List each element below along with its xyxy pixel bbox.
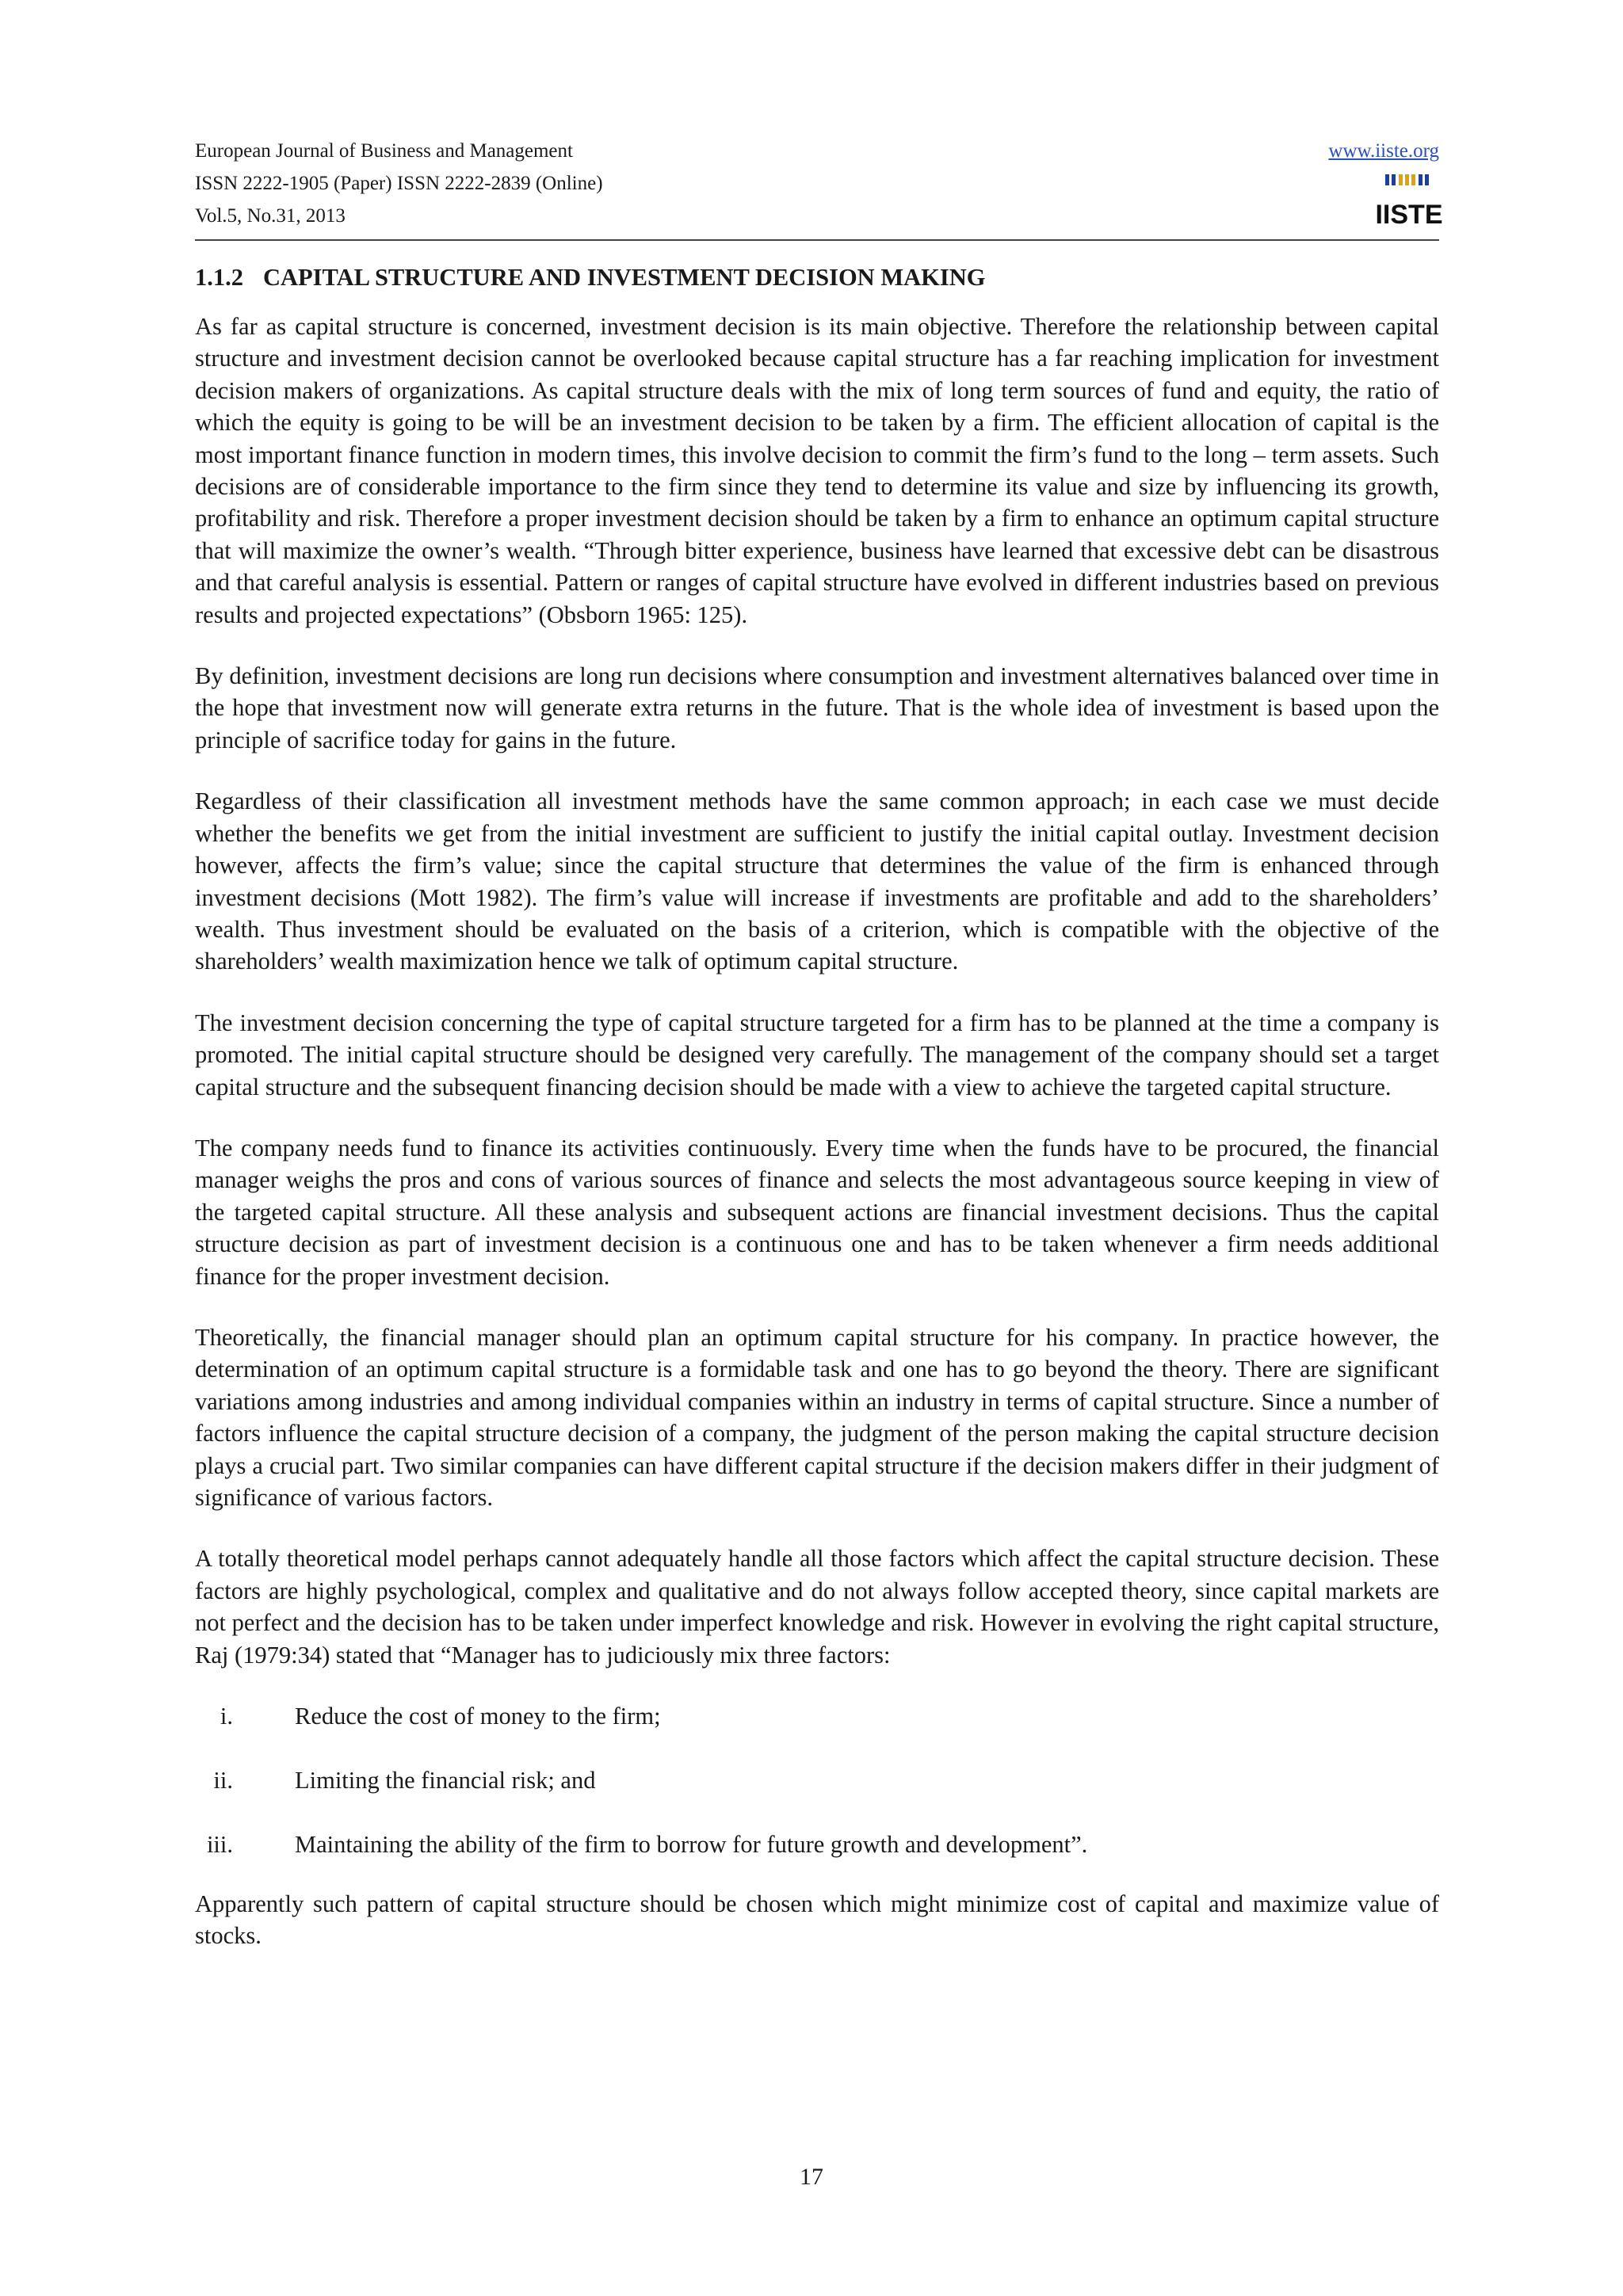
list-item-number: iii. — [206, 1831, 233, 1859]
logo-text: IISTE — [1375, 200, 1443, 230]
header-divider — [195, 239, 1439, 241]
list-item — [195, 1764, 1439, 1796]
page-header — [195, 135, 1443, 244]
journal-issn: ISSN 2222-1905 (Paper) ISSN 2222-2839 (Online) — [195, 173, 603, 194]
paragraph: The investment decision concerning the type of capital structure targeted for a firm has to be planned at the time a company is promoted. The initial capital structure should be designed very carefully. The management of the company should set a target capital structure and the subsequent financing decision should be made with a view to achieve the targeted capital structure. — [195, 1009, 1439, 1100]
section-heading — [195, 261, 1439, 293]
list-item-number: ii. — [213, 1767, 233, 1794]
list-item — [195, 1700, 1439, 1732]
journal-info — [195, 135, 603, 232]
list-item-text: Limiting the financial risk; and — [295, 1767, 596, 1794]
closing-paragraph: Apparently such pattern of capital structure should be chosen which might minimize cost of capital and maximize value of stocks. — [195, 1890, 1439, 1950]
factors-list — [195, 1700, 1439, 1860]
article-body — [195, 261, 1439, 1981]
journal-volume: Vol.5, No.31, 2013 — [195, 205, 346, 227]
section-number: 1.1.2 — [195, 264, 243, 291]
paragraph: By definition, investment decisions are long run decisions where consumption and investment alternatives balanced over time in the hope that investment now will generate extra returns in the future. That is the whole idea of investment is based upon the principle of sacrifice today for gains in the future. — [195, 662, 1439, 753]
page-number: 17 — [800, 2164, 823, 2190]
paragraph: A totally theoretical model perhaps cannot adequately handle all those factors which affect the capital structure decision. These factors are highly psychological, complex and qualitative and do not always follow accepted theory, since capital markets are not perfect and the decision has to be taken under imperfect knowledge and risk. However in evolving the right capital structure, Raj (1979:34) stated that “Manager has to judiciously mix three factors: — [195, 1545, 1439, 1669]
iiste-logo — [1375, 171, 1443, 230]
journal-name: European Journal of Business and Management — [195, 140, 573, 162]
list-item-text: Maintaining the ability of the firm to borrow for future growth and development”. — [295, 1831, 1088, 1859]
paragraph: As far as capital structure is concerned, investment decision is its main objective. Therefore the relationship between capital structure and investment decision cannot be overlooked because capital structure has a far reaching implication for investment decision makers of organizations. As capital structure deals with the mix of long term sources of fund and equity, the ratio of which the equity is going to be will be an investment decision to be taken by a firm. The efficient allocation of capital is the most important finance function in modern times, this involve decision to commit the firm’s fund to the long – term assets. Such decisions are of considerable importance to the firm since they tend to determine its value and size by influencing its growth, profitability and risk. Therefore a proper investment decision should be taken by a firm to enhance an optimum capital structure that will maximize the owner’s wealth. “Through bitter experience, business have learned that excessive debt can be disastrous and that careful analysis is essential. Pattern or ranges of capital structure have evolved in different industries based on previous results and projected expectations” (Obsborn 1965: 125). — [195, 313, 1439, 628]
list-item-text: Reduce the cost of money to the firm; — [295, 1703, 661, 1730]
journal-website-link[interactable]: www.iiste.org — [1328, 140, 1439, 162]
paragraph: Theoretically, the financial manager should plan an optimum capital structure for his company. In practice however, the determination of an optimum capital structure is a formidable task and one has to go beyond the theory. There are significant variations among industries and among individual companies within an industry in terms of capital structure. Since a number of factors influence the capital structure decision of a company, the judgment of the person making the capital structure decision plays a crucial part. Two similar companies can have different capital structure if the decision makers differ in their judgment of significance of various factors. — [195, 1323, 1439, 1511]
list-item-number: i. — [220, 1703, 233, 1730]
section-title: CAPITAL STRUCTURE AND INVESTMENT DECISION MAKING — [263, 264, 986, 291]
paragraph: Regardless of their classification all investment methods have the same common approach; in each case we must decide whether the benefits we get from the initial investment are sufficient to justify the initial capital outlay. Investment decision however, affects the firm’s value; since the capital structure that determines the value of the firm is enhanced through investment decisions (Mott 1982). The firm’s value will increase if investments are profitable and add to the shareholders’ wealth. Thus investment should be evaluated on the basis of a criterion, which is compatible with the objective of the shareholders’ wealth maximization hence we talk of optimum capital structure. — [195, 788, 1439, 975]
paragraph: The company needs fund to finance its activities continuously. Every time when the funds have to be procured, the financial manager weighs the pros and cons of various sources of finance and selects the most advantageous source keeping in view of the targeted capital structure. All these analysis and subsequent actions are financial investment decisions. Thus the capital structure decision as part of investment decision is a continuous one and has to be taken whenever a firm needs additional finance for the proper investment decision. — [195, 1134, 1439, 1290]
list-item — [195, 1829, 1439, 1860]
